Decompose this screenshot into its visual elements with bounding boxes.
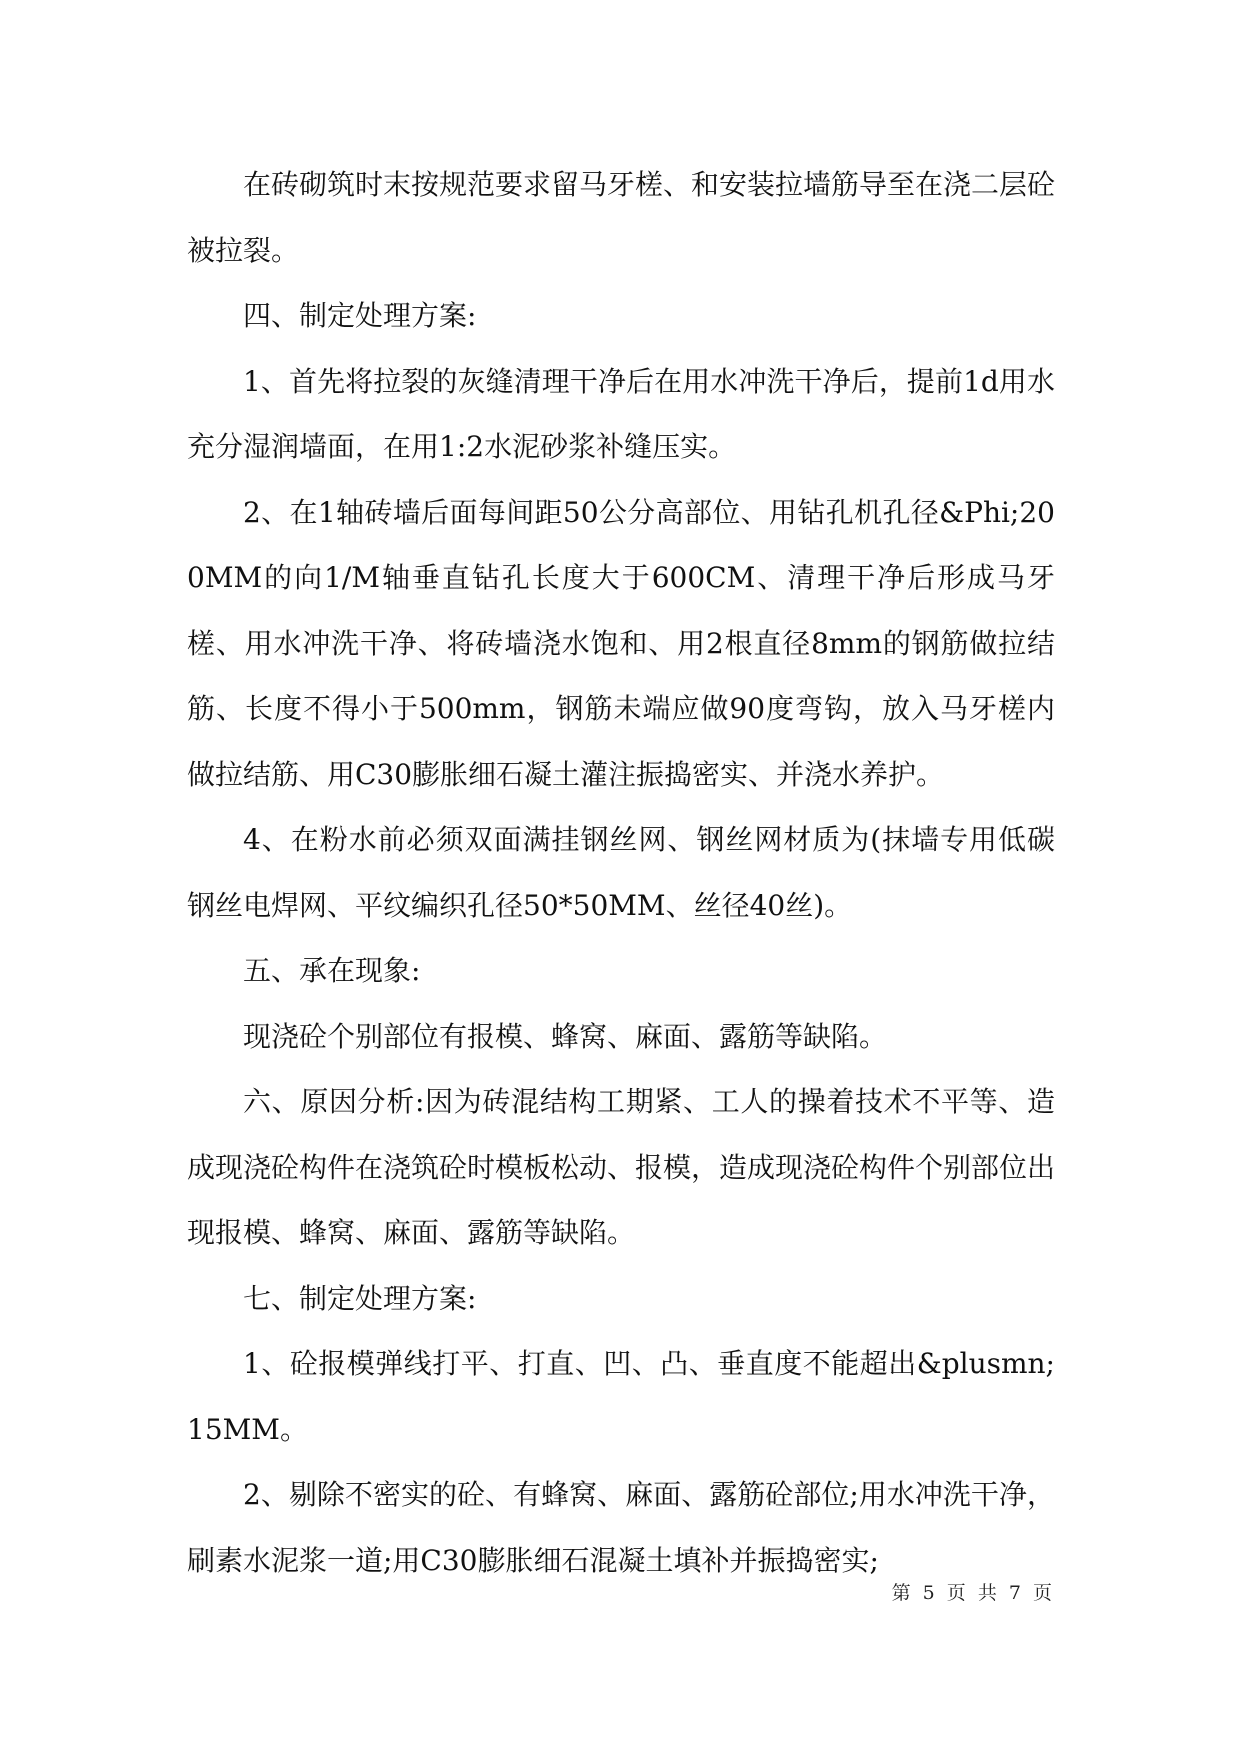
paragraph-step-1: 1、首先将拉裂的灰缝清理干净后在用水冲洗干净后，提前1d用水充分湿润墙面，在用1:2水泥砂浆补缝压实。 <box>187 364 1055 463</box>
paragraph-step-4: 4、在粉水前必须双面满挂钢丝网、钢丝网材质为(抹墙专用低碳钢丝电焊网、平纹编织孔径50*50MM、丝径40丝)。 <box>187 823 1055 922</box>
paragraph-phenomenon: 现浇砼个别部位有报模、蜂窝、麻面、露筋等缺陷。 <box>243 1019 888 1053</box>
paragraph-cause-brick-wall: 在砖砌筑时末按规范要求留马牙槎、和安装拉墙筋导至在浇二层砼被拉裂。 <box>187 168 1056 267</box>
heading-section-seven: 七、制定处理方案: <box>243 1281 477 1315</box>
paragraph-section-six-analysis: 六、原因分析:因为砖混结构工期紧、工人的操着技术不平等、造成现浇砼构件在浇筑砼时模板松动、报模，造成现浇砼构件个别部位出现报模、蜂窝、麻面、露筋等缺陷。 <box>187 1085 1056 1249</box>
paragraph-step-2-repair: 2、剔除不密实的砼、有蜂窝、麻面、露筋砼部位;用水冲洗干净，刷素水泥浆一道;用C30膨胀细石混凝土填补并振捣密实; <box>187 1478 1055 1577</box>
heading-section-five: 五、承在现象: <box>243 954 421 987</box>
body-text <box>187 152 1055 1593</box>
paragraph-step-1-leveling: 1、砼报模弹线打平、打直、凹、凸、垂直度不能超出&plusmn;15MM。 <box>187 1347 1055 1446</box>
paragraph-step-2: 2、在1轴砖墙后面每间距50公分高部位、用钻孔机孔径&Phi;200MM的向1/M轴垂直钻孔长度大于600CM、清理干净后形成马牙槎、用水冲洗干净、将砖墙浇水饱和、用2根直径8mm的钢筋做拉结筋、长度不得小于500mm，钢筋未端应做90度弯钩，放入马牙槎内做拉结筋、用C30膨胀细石凝土灌注振捣密实、并浇水养护。 <box>187 495 1055 791</box>
heading-section-four: 四、制定处理方案: <box>243 299 477 332</box>
page-number-footer: 第 5 页 共 7 页 <box>891 1582 1055 1604</box>
